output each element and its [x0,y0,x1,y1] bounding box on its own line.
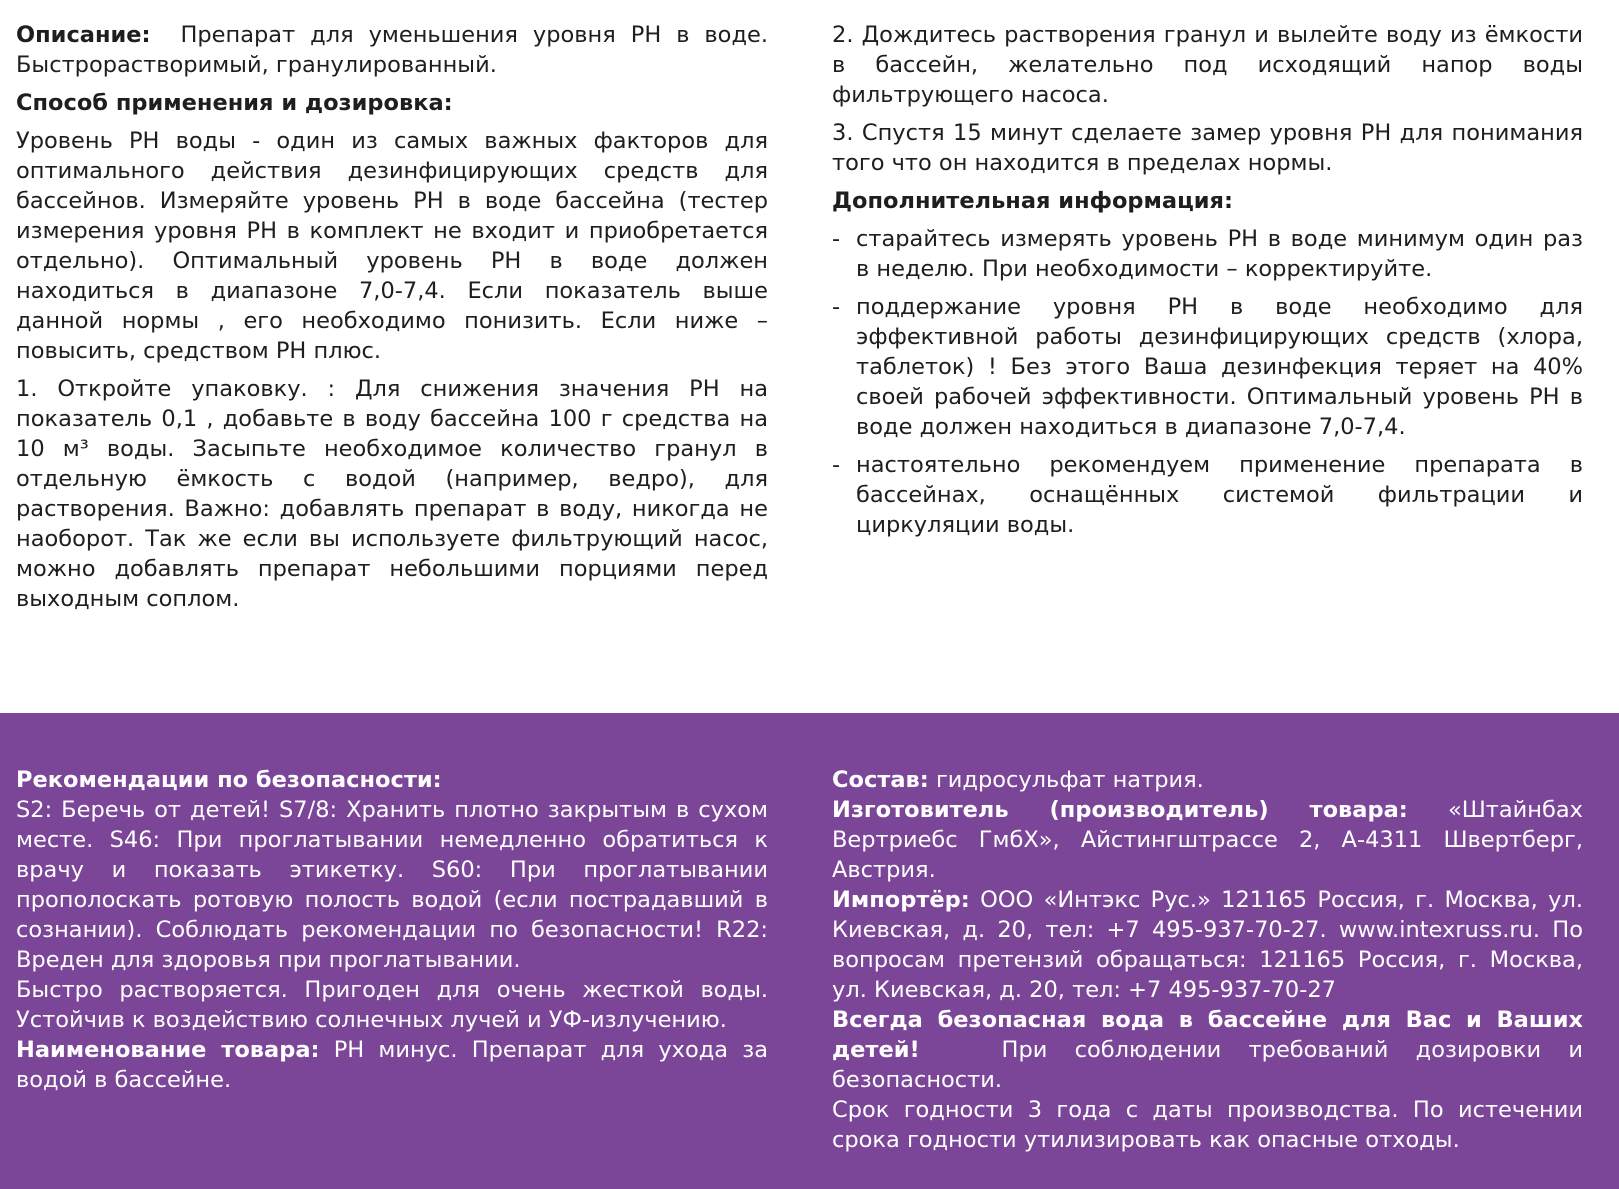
dash-marker: - [832,452,841,478]
description-paragraph [16,20,768,80]
safety-right-column [832,765,1583,1155]
usage-intro: Уровень РН воды - один из самых важных факторов для оптимального действия дезинфицирующих средств для бассейнов. Измеряйте уровень РН в воде бассейна (тестер измерения уровня РН в комплект не входит и приобретается отдельно). Оптимальный уровень РН в воде должен находиться в диапазоне 7,0-7,4. Если показатель выше данной нормы , его необходимо понизить. Если ниже – повысить, средством РН плюс. [16,128,768,364]
importer-text: ООО «Интэкс Рус.» 121165 Россия, г. Москва, ул. Киевская, д. 20, тел: +7 495-937-70-27. www.intexruss.ru. По вопросам претензий обращаться: 121165 Россия, г. Москва, ул. Киевская, д. 20, тел: +7 495-937-70-27 [832,887,1584,1003]
description-text: Препарат для уменьшения уровня PH в воде. Быстрорастворимый, гранулированный. [16,22,768,78]
extra-info-list [832,224,1583,540]
list-item-text: старайтесь измерять уровень РН в воде минимум один раз в неделю. При необходимости – корректируйте. [856,226,1583,282]
shelf-life-text: Срок годности 3 года с даты производства. По истечении срока годности утилизировать как опасные отходы. [832,1097,1583,1153]
step-2: 2. Дождитесь растворения гранул и вылейте воду из ёмкости в бассейн, желательно под исходящий напор воды фильтрующего насоса. [832,22,1583,108]
safe-water-label: Всегда безопасная вода в бассейне для Вас и Ваших детей! [832,1007,1583,1063]
safe-water-paragraph [832,1005,1583,1095]
safety-info-band [0,713,1619,1189]
dash-marker: - [832,294,841,320]
safety-heading: Рекомендации по безопасности: [16,767,442,793]
description-label: Описание: [16,22,151,48]
list-item-text: поддержание уровня РН в воде необходимо для эффективной работы дезинфицирующих средств (хлора, таблеток) ! Без этого Ваша дезинфекция теряет на 40% своей рабочей эффективности. Оптимальный уровень РН в воде должен находиться в диапазоне 7,0-7,4. [856,294,1583,440]
safe-water-text: При соблюдении требований дозировки и безопасности. [832,1037,1583,1093]
dash-marker: - [832,226,841,252]
extra-info-heading: Дополнительная информация: [832,188,1233,214]
composition-paragraph [832,765,1583,795]
importer-label: Импортёр: [832,887,970,913]
instructions-left-column [16,20,768,622]
list-item [832,292,1583,442]
manufacturer-paragraph [832,795,1583,885]
safety-left-column [16,765,768,1095]
manufacturer-text: «Штайнбах Вертриебс ГмбХ», Айстингштрассе 2, А-4311 Швертберг, Австрия. [832,797,1583,883]
safety-text: S2: Беречь от детей! S7/8: Хранить плотно закрытым в сухом месте. S46: При проглатывании немедленно обратиться к врачу и показать этикетку. S60: При проглатывании прополоскать ротовую полость водой (если пострадавший в сознании). Соблюдать рекомендации по безопасности! R22: Вреден для здоровья при проглатывании. [16,797,768,973]
step-1: 1. Откройте упаковку. : Для снижения значения РН на показатель 0,1 , добавьте в воду бассейна 100 г средства на 10 м³ воды. Засыпьте необходимое количество гранул в отдельную ёмкость с водой (например, ведро), для растворения. Важно: добавлять препарат в воду, никогда не наоборот. Так же если вы используете фильтрующий насос, можно добавлять препарат небольшими порциями перед выходным соплом. [16,376,768,612]
step-3: 3. Спустя 15 минут сделаете замер уровня РН для понимания того что он находится в пределах нормы. [832,120,1583,176]
usage-heading: Способ применения и дозировка: [16,90,453,116]
importer-paragraph [832,885,1583,1005]
list-item-text: настоятельно рекомендуем применение препарата в бассейнах, оснащённых системой фильтрации и циркуляции воды. [856,452,1583,538]
product-name-text: PH минус. Препарат для ухода за водой в бассейне. [16,1037,768,1093]
manufacturer-label: Изготовитель (производитель) товара: [832,797,1408,823]
composition-label: Состав: [832,767,929,793]
instructions-right-column [832,20,1583,548]
composition-text: гидросульфат натрия. [935,767,1204,793]
features-text: Быстро растворяется. Пригоден для очень жесткой воды. Устойчив к воздействию солнечных лучей и УФ-излучению. [16,977,768,1033]
product-name-label: Наименование товара: [16,1037,320,1063]
list-item [832,224,1583,284]
list-item [832,450,1583,540]
product-name-paragraph [16,1035,768,1095]
